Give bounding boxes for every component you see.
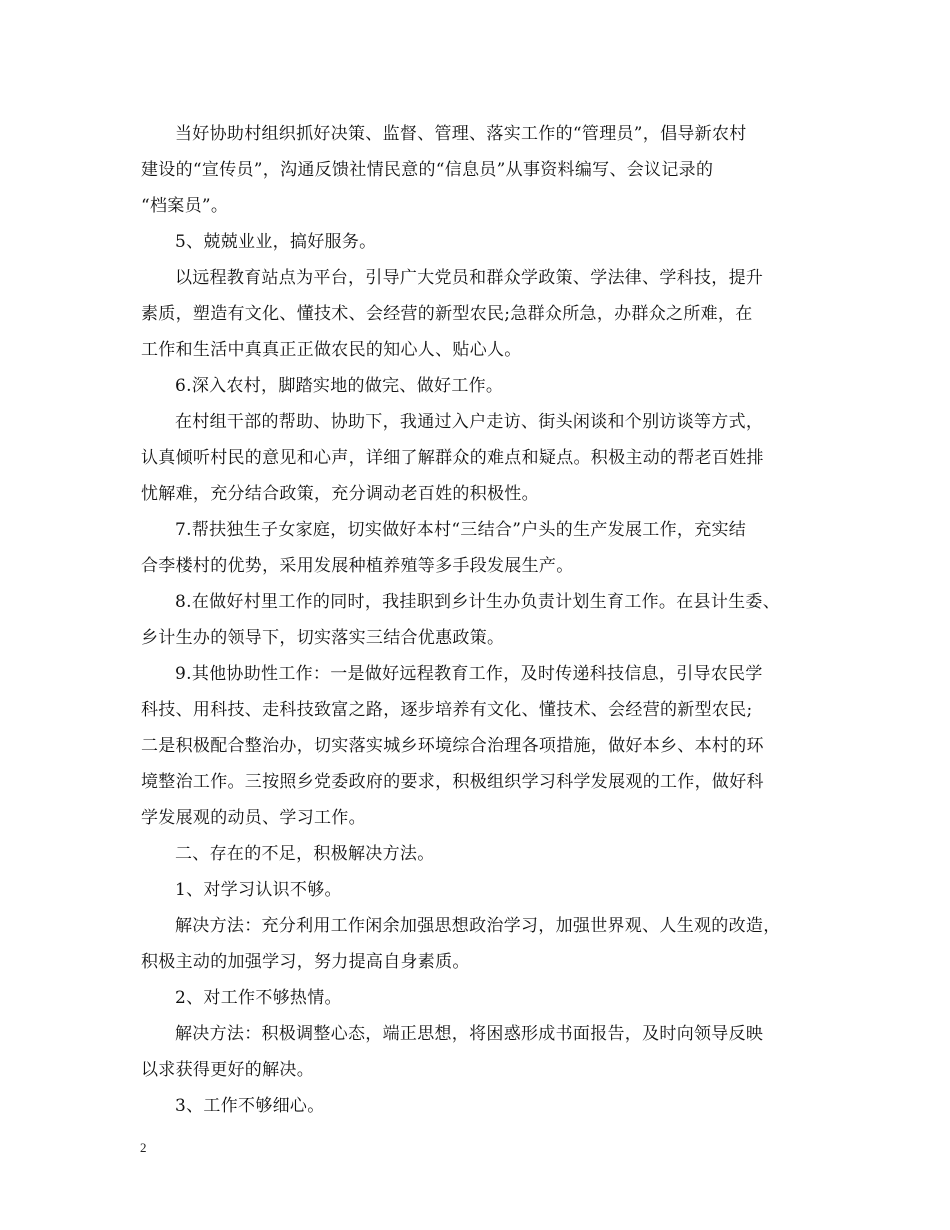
text-line: 二、存在的不足，积极解决方法。 — [175, 844, 435, 864]
document-body — [141, 116, 831, 1124]
text-line: 以远程教育站点为平台，引导广大党员和群众学政策、学法律、学科技，提升 — [175, 268, 764, 288]
text-line: 以求获得更好的解决。 — [141, 1060, 314, 1080]
page-number: 2 — [140, 1140, 147, 1155]
text-line: 素质，塑造有文化、懂技术、会经营的新型农民;急群众所急，办群众之所难，在 — [141, 304, 753, 324]
text-line: “档案员”。 — [141, 196, 229, 216]
text-line: 学发展观的动员、学习工作。 — [141, 808, 366, 828]
text-line: 二是积极配合整治办，切实落实城乡环境综合治理各项措施，做好本乡、本村的环 — [141, 736, 764, 756]
text-line: 建设的“宣传员”，沟通反馈社情民意的“信息员”从事资料编写、会议记录的 — [141, 160, 714, 180]
text-line: 8.在做好村里工作的同时，我挂职到乡计生办负责计划生育工作。在县计生委、 — [175, 592, 781, 612]
text-line: 工作和生活中真真正正做农民的知心人、贴心人。 — [141, 340, 522, 360]
text-line: 3、工作不够细心。 — [175, 1096, 325, 1116]
text-line: 境整治工作。三按照乡党委政府的要求，积极组织学习科学发展观的工作，做好科 — [141, 772, 764, 792]
text-line: 在村组干部的帮助、协助下，我通过入户走访、街头闲谈和个别访谈等方式， — [175, 412, 764, 432]
text-line: 1、对学习认识不够。 — [175, 880, 342, 900]
text-line: 忧解难，充分结合政策，充分调动老百姓的积极性。 — [141, 484, 539, 504]
text-line: 积极主动的加强学习，努力提高自身素质。 — [141, 952, 470, 972]
text-line: 当好协助村组织抓好决策、监督、管理、落实工作的“管理员”，倡导新农村 — [175, 124, 747, 144]
text-line: 解决方法：积极调整心态，端正思想，将困惑形成书面报告，及时向领导反映 — [175, 1024, 764, 1044]
text-line: 5、兢兢业业，搞好服务。 — [175, 232, 377, 252]
text-line: 2、对工作不够热情。 — [175, 988, 342, 1008]
text-line: 乡计生办的领导下，切实落实三结合优惠政策。 — [141, 628, 505, 648]
text-line: 科技、用科技、走科技致富之路，逐步培养有文化、懂技术、会经营的新型农民; — [141, 700, 753, 720]
text-line: 6.深入农村，脚踏实地的做完、做好工作。 — [175, 376, 504, 396]
text-line: 合李楼村的优势，采用发展种植养殖等多手段发展生产。 — [141, 556, 574, 576]
text-line: 解决方法：充分利用工作闲余加强思想政治学习，加强世界观、人生观的改造， — [175, 916, 781, 936]
text-line: 9.其他协助性工作：一是做好远程教育工作，及时传递科技信息，引导农民学 — [175, 664, 763, 684]
text-line: 认真倾听村民的意见和心声，详细了解群众的难点和疑点。积极主动的帮老百姓排 — [141, 448, 764, 468]
text-line: 7.帮扶独生子女家庭，切实做好本村“三结合”户头的生产发展工作，充实结 — [175, 520, 747, 540]
